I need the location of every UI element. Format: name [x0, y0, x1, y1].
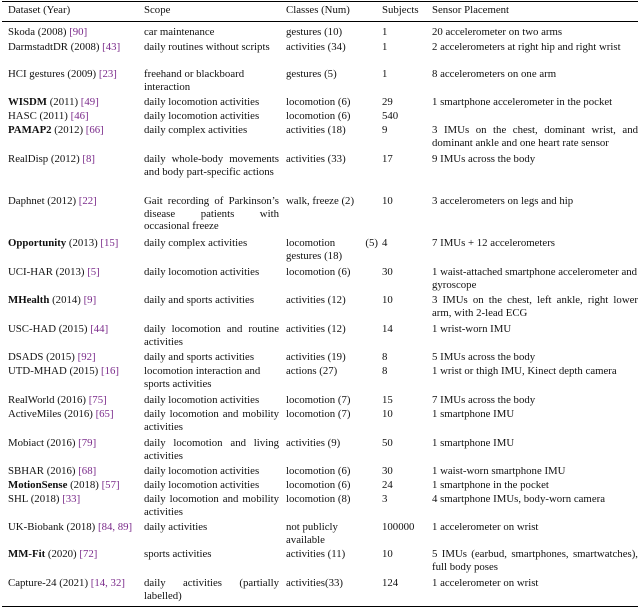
dataset-name: Daphnet (2012)	[8, 195, 77, 207]
dataset-cell	[8, 237, 140, 250]
dataset-name: MHealth	[8, 294, 50, 306]
subjects-cell: 3	[382, 493, 388, 505]
sensor-cell: 1 wrist-worn IMU	[432, 323, 512, 335]
dataset-name: ActiveMiles (2016)	[8, 408, 93, 420]
dataset-name: MotionSense	[8, 479, 68, 491]
citation-link[interactable]: [43]	[102, 41, 121, 53]
dataset-name: Capture-24 (2021)	[8, 577, 89, 589]
classes-cell: actions (27)	[286, 365, 338, 377]
scope-cell: daily activities (partially labelled)	[144, 577, 279, 602]
dataset-name: HASC (2011)	[8, 110, 68, 122]
classes-cell: activities (19)	[286, 351, 346, 363]
classes-cell: locomotion (6)	[286, 266, 351, 278]
dataset-cell	[8, 365, 140, 378]
dataset-name: PAMAP2	[8, 124, 52, 136]
subjects-cell: 1	[382, 26, 388, 38]
dataset-cell	[8, 195, 140, 208]
sensor-cell: 3 accelerometers on legs and hip	[432, 195, 574, 207]
citation-link[interactable]: [22]	[78, 195, 97, 207]
dataset-cell	[8, 493, 140, 506]
scope-cell: daily locomotion activities	[144, 479, 260, 491]
scope-cell: daily whole-body movements and body part-specific actions	[144, 153, 279, 178]
sensor-cell: 1 smartphone accelerometer in the pocket	[432, 96, 613, 108]
dataset-cell	[8, 521, 140, 534]
scope-cell: locomotion interaction and sports activities	[144, 365, 261, 390]
dataset-cell	[8, 68, 140, 81]
dataset-cell	[8, 323, 140, 336]
dataset-name: MM-Fit	[8, 548, 46, 560]
citation-link[interactable]: [9]	[83, 294, 97, 306]
classes-cell: activities (34)	[286, 41, 346, 53]
dataset-cell	[8, 408, 140, 421]
citation-link[interactable]: [84, 89]	[97, 521, 133, 533]
dataset-name: DSADS (2015)	[8, 351, 75, 363]
citation-link[interactable]: [66]	[85, 124, 104, 136]
sensor-cell: 1 accelerometer on wrist	[432, 521, 539, 533]
dataset-year: (2011)	[47, 96, 79, 108]
citation-link[interactable]: [15]	[100, 237, 119, 249]
subjects-cell: 10	[382, 408, 393, 420]
dataset-cell	[8, 394, 140, 407]
subjects-cell: 1	[382, 68, 388, 80]
dataset-year: (2012)	[51, 124, 84, 136]
scope-cell: daily locomotion and living activities	[144, 437, 279, 462]
dataset-cell	[8, 465, 140, 478]
classes-cell: walk, freeze (2)	[286, 195, 355, 207]
subjects-cell: 10	[382, 195, 393, 207]
classes-cell: locomotion (5) gestures (18)	[286, 237, 378, 262]
classes-cell: locomotion (6)	[286, 465, 351, 477]
dataset-name: UK-Biobank (2018)	[8, 521, 96, 533]
citation-link[interactable]: [65]	[95, 408, 114, 420]
table-header	[2, 4, 638, 20]
citation-link[interactable]: [75]	[88, 394, 107, 406]
dataset-cell	[8, 96, 140, 109]
scope-cell: daily and sports activities	[144, 351, 255, 363]
dataset-name: Mobiact (2016)	[8, 437, 76, 449]
scope-cell: daily complex activities	[144, 124, 248, 136]
scope-cell: daily locomotion activities	[144, 110, 260, 122]
citation-link[interactable]: [90]	[69, 26, 88, 38]
subjects-cell: 124	[382, 577, 399, 589]
subjects-cell: 540	[382, 110, 399, 122]
dataset-name: SHL (2018)	[8, 493, 60, 505]
dataset-cell	[8, 479, 140, 492]
table-header-rule	[2, 21, 638, 22]
citation-link[interactable]: [14, 32]	[90, 577, 125, 589]
scope-cell: daily locomotion activities	[144, 266, 260, 278]
dataset-name: SBHAR (2016)	[8, 465, 76, 477]
dataset-cell	[8, 351, 140, 364]
scope-cell: daily locomotion activities	[144, 394, 260, 406]
citation-link[interactable]: [46]	[70, 110, 89, 122]
sensor-cell: 1 smartphone IMU	[432, 437, 515, 449]
header-sensor: Sensor Placement	[432, 4, 510, 16]
citation-link[interactable]: [57]	[101, 479, 120, 491]
citation-link[interactable]: [33]	[62, 493, 81, 505]
classes-cell: activities (12)	[286, 323, 346, 335]
dataset-name: DarmstadtDR (2008)	[8, 41, 100, 53]
scope-cell: daily routines without scripts	[144, 41, 270, 53]
sensor-cell: 7 IMUs + 12 accelerometers	[432, 237, 556, 249]
sensor-cell: 4 smartphone IMUs, body-worn camera	[432, 493, 606, 505]
sensor-cell: 1 accelerometer on wrist	[432, 577, 539, 589]
classes-cell: locomotion (6)	[286, 479, 351, 491]
classes-cell: not publicly available	[286, 521, 338, 546]
scope-cell: car maintenance	[144, 26, 215, 38]
dataset-name: Opportunity	[8, 237, 67, 249]
sensor-cell: 7 IMUs across the body	[432, 394, 536, 406]
citation-link[interactable]: [5]	[87, 266, 100, 278]
subjects-cell: 1	[382, 41, 388, 53]
subjects-cell: 100000	[382, 521, 415, 533]
citation-link[interactable]: [92]	[77, 351, 96, 363]
scope-cell: daily locomotion and mobility activities	[144, 493, 279, 518]
header-dataset: Dataset (Year)	[8, 4, 71, 16]
dataset-cell	[8, 577, 140, 590]
dataset-cell	[8, 266, 140, 279]
dataset-year: (2020)	[45, 548, 77, 560]
classes-cell: locomotion (7)	[286, 408, 351, 420]
classes-cell: gestures (10)	[286, 26, 343, 38]
scope-cell: Gait recording of Parkinson’s disease patients with occasional freeze	[144, 195, 279, 233]
dataset-cell	[8, 153, 140, 166]
dataset-name: HCI gestures (2009)	[8, 68, 97, 80]
dataset-cell	[8, 548, 140, 561]
header-subjects: Subjects	[382, 4, 419, 16]
scope-cell: daily locomotion and routine activities	[144, 323, 279, 348]
subjects-cell: 29	[382, 96, 393, 108]
sensor-cell: 8 accelerometers on one arm	[432, 68, 557, 80]
scope-cell: daily activities	[144, 521, 208, 533]
scope-cell: freehand or blackboard interaction	[144, 68, 245, 93]
dataset-year: (2013)	[66, 237, 98, 249]
citation-link[interactable]: [72]	[79, 548, 98, 560]
classes-cell: activities(33)	[286, 577, 343, 589]
subjects-cell: 50	[382, 437, 393, 449]
classes-cell: locomotion (6)	[286, 96, 351, 108]
dataset-cell	[8, 110, 140, 123]
classes-cell: locomotion (7)	[286, 394, 351, 406]
dataset-cell	[8, 41, 140, 54]
classes-cell: activities (11)	[286, 548, 346, 560]
subjects-cell: 8	[382, 351, 388, 363]
classes-cell: activities (18)	[286, 124, 346, 136]
subjects-cell: 9	[382, 124, 388, 136]
citation-link[interactable]: [49]	[80, 96, 99, 108]
sensor-cell: 1 waist-worn smartphone IMU	[432, 465, 566, 477]
subjects-cell: 17	[382, 153, 393, 165]
citation-link[interactable]: [68]	[78, 465, 97, 477]
dataset-name: RealWorld (2016)	[8, 394, 86, 406]
subjects-cell: 8	[382, 365, 388, 377]
table-bottom-rule	[2, 606, 638, 607]
classes-cell: activities (9)	[286, 437, 341, 449]
citation-link[interactable]: [44]	[90, 323, 109, 335]
classes-cell: locomotion (6)	[286, 110, 351, 122]
dataset-name: UTD-MHAD (2015)	[8, 365, 99, 377]
dataset-year: (2014)	[49, 294, 81, 306]
scope-cell: daily and sports activities	[144, 294, 255, 306]
classes-cell: gestures (5)	[286, 68, 337, 80]
scope-cell: daily locomotion activities	[144, 465, 260, 477]
citation-link[interactable]: [79]	[78, 437, 97, 449]
sensor-cell: 3 IMUs on the chest, dominant wrist, and dominant ankle and one heart rate sensor	[432, 124, 638, 149]
sensor-cell: 5 IMUs (earbud, smartphones, smartwatches), full body poses	[432, 548, 638, 573]
subjects-cell: 14	[382, 323, 393, 335]
dataset-cell	[8, 124, 140, 137]
dataset-name: UCI-HAR (2013)	[8, 266, 85, 278]
sensor-cell: 1 smartphone IMU	[432, 408, 515, 420]
sensor-cell: 1 wrist or thigh IMU, Kinect depth camera	[432, 365, 617, 377]
header-scope: Scope	[144, 4, 171, 16]
dataset-name: Skoda (2008)	[8, 26, 67, 38]
sensor-cell: 1 smartphone in the pocket	[432, 479, 549, 491]
subjects-cell: 4	[382, 237, 388, 249]
subjects-cell: 30	[382, 465, 393, 477]
dataset-name: USC-HAD (2015)	[8, 323, 88, 335]
dataset-cell	[8, 26, 140, 39]
scope-cell: sports activities	[144, 548, 212, 560]
citation-link[interactable]: [23]	[98, 68, 117, 80]
dataset-cell	[8, 294, 140, 307]
citation-link[interactable]: [8]	[82, 153, 95, 165]
sensor-cell: 2 accelerometers at right hip and right wrist	[432, 41, 621, 53]
sensor-cell: 1 waist-attached smartphone accelerometer and gyroscope	[432, 266, 638, 291]
scope-cell: daily complex activities	[144, 237, 248, 249]
subjects-cell: 24	[382, 479, 393, 491]
table-top-rule	[2, 1, 638, 2]
dataset-name: RealDisp (2012)	[8, 153, 80, 165]
dataset-cell	[8, 437, 140, 450]
subjects-cell: 30	[382, 266, 393, 278]
classes-cell: locomotion (8)	[286, 493, 351, 505]
scope-cell: daily locomotion activities	[144, 96, 260, 108]
classes-cell: activities (33)	[286, 153, 346, 165]
sensor-cell: 9 IMUs across the body	[432, 153, 536, 165]
sensor-cell: 3 IMUs on the chest, left ankle, right lower arm, with 2-lead ECG	[432, 294, 638, 319]
header-classes: Classes (Num)	[286, 4, 350, 16]
classes-cell: activities (12)	[286, 294, 346, 306]
subjects-cell: 15	[382, 394, 393, 406]
sensor-cell: 20 accelerometer on two arms	[432, 26, 563, 38]
sensor-cell: 5 IMUs across the body	[432, 351, 536, 363]
scope-cell: daily locomotion and mobility activities	[144, 408, 279, 433]
subjects-cell: 10	[382, 294, 393, 306]
citation-link[interactable]: [16]	[100, 365, 119, 377]
subjects-cell: 10	[382, 548, 393, 560]
dataset-name: WISDM	[8, 96, 47, 108]
dataset-year: (2018)	[67, 479, 99, 491]
